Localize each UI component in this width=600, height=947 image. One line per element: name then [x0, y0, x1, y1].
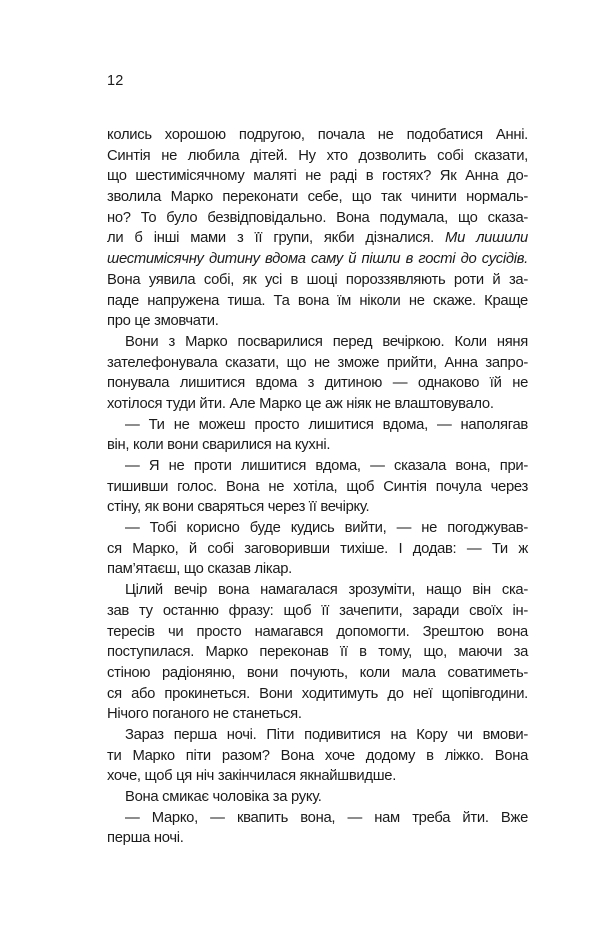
text-segment: но? То було безвідповідально. Вона подумала, що сказа-	[107, 209, 528, 226]
text-segment: ся Марко, й собі заговоривши тихіше. І додав: — Ти ж	[107, 540, 528, 557]
text-segment: Вони з Марко посварилися перед вечіркою. Коли няня	[125, 333, 528, 350]
text-line	[107, 249, 528, 270]
text-segment: понувала лишитися вдома з дитиною — однаково їй не	[107, 375, 528, 392]
text-segment: перша ночі.	[107, 830, 184, 847]
text-line	[107, 559, 528, 580]
text-segment: — Ти не можеш просто лишитися вдома, — наполягав	[125, 416, 528, 433]
text-segment: — Тобі корисно буде кудись вийти, — не погоджував-	[125, 520, 528, 537]
text-line	[107, 332, 528, 353]
text-line	[107, 808, 528, 829]
text-segment: колись хорошою подругою, почала не подобатися Анні.	[107, 127, 528, 143]
text-line	[107, 187, 528, 208]
text-line	[107, 601, 528, 622]
text-segment: про це змовчати.	[107, 313, 219, 330]
text-segment: Вона смикає чоловіка за руку.	[125, 789, 322, 805]
paragraph	[107, 456, 528, 518]
text-line	[107, 394, 528, 415]
text-segment: тишивши голос. Вона не хотіла, щоб Синтія почула через	[107, 478, 528, 495]
text-segment: що шестимісячному маляті не раді в гостях? Як Анна до-	[107, 168, 528, 185]
text-line	[107, 663, 528, 684]
text-line	[107, 622, 528, 643]
text-line	[107, 291, 528, 312]
text-line	[107, 456, 528, 477]
text-line	[107, 353, 528, 374]
paragraph	[107, 725, 528, 787]
text-line	[107, 166, 528, 187]
paragraph	[107, 808, 528, 849]
text-line	[107, 125, 528, 146]
text-segment: пам’ятаєш, що сказав лікар.	[107, 561, 292, 578]
text-segment: стіну, як вони сваряться через її вечірку.	[107, 499, 370, 516]
text-segment: стіною радіоняню, вони почують, коли мала соватиметь-	[107, 664, 528, 681]
text-line	[107, 580, 528, 601]
text-segment: ти Марко піти разом? Вона хоче додому в ліжко. Вона	[107, 747, 528, 764]
text-segment: зволила Марко переконати себе, що так чинити нормаль-	[107, 189, 528, 206]
paragraph	[107, 415, 528, 456]
paragraph	[107, 518, 528, 580]
text-segment: хотілося туди йти. Але Марко це аж ніяк не влаштовувало.	[107, 395, 494, 412]
text-line	[107, 746, 528, 767]
text-segment: зателефонувала сказати, що не зможе прийти, Анна запро-	[107, 354, 528, 371]
text-segment: Зараз перша ночі. Піти подивитися на Кору чи вмови-	[125, 726, 528, 743]
text-line	[107, 704, 528, 725]
italic-text-segment: Ми лишили	[445, 230, 528, 247]
text-line	[107, 539, 528, 560]
text-segment: хоче, щоб ця ніч закінчилася якнайшвидше.	[107, 768, 396, 785]
text-segment: Синтія не любила дітей. Ну хто дозволить собі сказати,	[107, 147, 528, 164]
text-line	[107, 270, 528, 291]
text-segment: Нічого поганого не станеться.	[107, 706, 302, 723]
text-line	[107, 828, 528, 849]
text-line	[107, 725, 528, 746]
text-line	[107, 642, 528, 663]
page-number: 12	[107, 73, 124, 89]
paragraph	[107, 332, 528, 415]
page-text	[107, 125, 528, 849]
text-line	[107, 477, 528, 498]
text-line	[107, 518, 528, 539]
text-line	[107, 787, 528, 808]
italic-text-segment: шестимісячну дитину вдома саму й пішли в гості до сусідів.	[107, 251, 528, 268]
text-line	[107, 435, 528, 456]
text-segment: Цілий вечір вона намагалася зрозуміти, нащо він ска-	[125, 582, 528, 599]
text-segment: паде напружена тиша. Та вона їм ніколи не скаже. Краще	[107, 292, 528, 309]
text-line	[107, 766, 528, 787]
text-line	[107, 311, 528, 332]
text-segment: поступилася. Марко переконав її в тому, що, маючи за	[107, 644, 528, 661]
text-segment: він, коли вони сварилися на кухні.	[107, 437, 331, 454]
text-segment: Вона уявила собі, як усі в шоці пороззявляють роти й за-	[107, 271, 528, 288]
text-line	[107, 208, 528, 229]
text-line	[107, 415, 528, 436]
text-line	[107, 228, 528, 249]
paragraph	[107, 125, 528, 332]
text-line	[107, 373, 528, 394]
paragraph	[107, 580, 528, 725]
paragraph	[107, 787, 528, 808]
text-line	[107, 146, 528, 167]
text-segment: — Я не проти лишитися вдома, — сказала вона, при-	[125, 458, 528, 474]
text-segment: — Марко, — квапить вона, — нам треба йти. Вже	[125, 809, 528, 826]
text-segment: ся або прокинеться. Вони ходитимуть до неї щопівгодини.	[107, 685, 528, 702]
text-segment: тересів чи просто намагався допомогти. Зрештою вона	[107, 623, 528, 640]
text-line	[107, 497, 528, 518]
text-line	[107, 684, 528, 705]
text-segment: зав ту останню фразу: щоб її зачепити, заради своїх ін-	[107, 602, 528, 619]
text-segment: ли б інші мами з її групи, якби дізналися.	[107, 230, 446, 247]
